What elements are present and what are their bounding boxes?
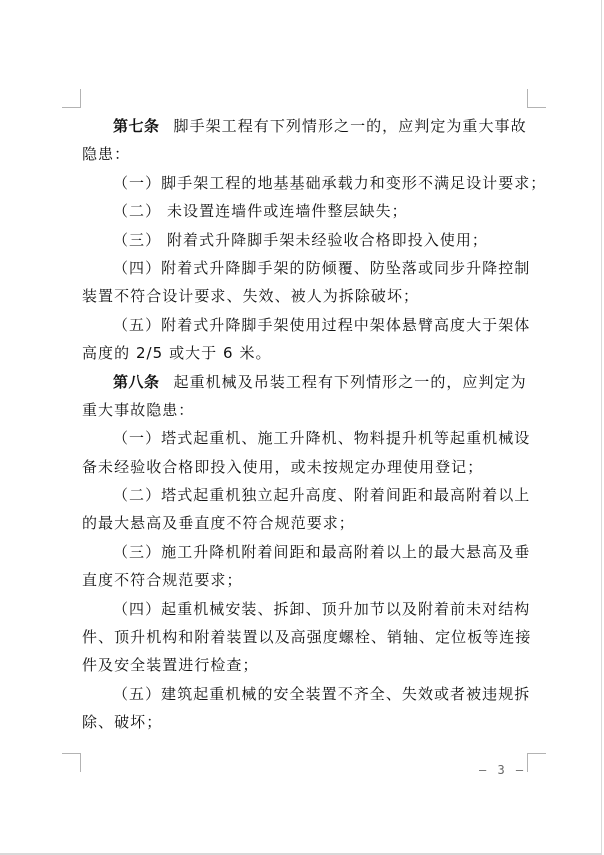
margin-corner-mark-bottom-right bbox=[527, 753, 546, 772]
article-8-item-4-continuation-2: 件及安全装置进行检查； bbox=[82, 656, 259, 675]
article-7-item-3: （三） 附着式升降脚手架未经验收合格即投入使用； bbox=[113, 230, 488, 249]
article-7-item-5: （五）附着式升降脚手架使用过程中架体悬臂高度大于架体 bbox=[113, 315, 531, 334]
article-8-item-4: （四）起重机械安装、拆卸、顶升加节以及附着前未对结构 bbox=[113, 599, 531, 618]
margin-corner-mark-top-left bbox=[62, 89, 81, 108]
article-7-item-5-continuation: 高度的 2/5 或大于 6 米。 bbox=[82, 344, 272, 363]
article-8-heading-continuation: 重大事故隐患： bbox=[82, 400, 195, 419]
article-8-item-4-continuation-1: 件、顶升机构和附着装置以及高强度螺栓、销轴、定位板等连接 bbox=[82, 628, 532, 647]
document-body bbox=[82, 112, 547, 737]
article-8-item-1-continuation: 备未经验收合格即投入使用，或未按规定办理使用登记； bbox=[82, 457, 484, 476]
article-8-number: 第八条 bbox=[113, 372, 160, 391]
page-number: — 3 — bbox=[479, 763, 526, 777]
article-7-number: 第七条 bbox=[113, 117, 160, 135]
article-8-item-5-continuation: 除、破坏； bbox=[82, 713, 163, 732]
article-7-item-2: （二） 未设置连墙件或连墙件整层缺失； bbox=[113, 202, 408, 221]
article-8-item-2: （二）塔式起重机独立起升高度、附着间距和最高附着以上 bbox=[113, 486, 531, 505]
article-8-heading-line: 第八条 起重机械及吊装工程有下列情形之一的，应判定为 bbox=[113, 372, 527, 391]
article-8-item-3: （三）施工升降机附着间距和最高附着以上的最大悬高及垂 bbox=[113, 542, 531, 561]
article-8-item-2-continuation: 的最大悬高及垂直度不符合规范要求； bbox=[82, 514, 355, 533]
article-7-item-4: （四）附着式升降脚手架的防倾覆、防坠落或同步升降控制 bbox=[113, 258, 531, 277]
article-8-item-5: （五）建筑起重机械的安全装置不齐全、失效或者被违规拆 bbox=[113, 684, 531, 703]
article-8-item-3-continuation: 直度不符合规范要求； bbox=[82, 571, 243, 590]
article-7-item-4-continuation: 装置不符合设计要求、失效、被人为拆除破坏； bbox=[82, 287, 420, 306]
margin-corner-mark-top-right bbox=[527, 89, 546, 108]
margin-corner-mark-bottom-left bbox=[62, 753, 81, 772]
article-7-item-1: （一）脚手架工程的地基基础承载力和变形不满足设计要求； bbox=[113, 173, 547, 192]
article-8-item-1: （一）塔式起重机、施工升降机、物料提升机等起重机械设 bbox=[113, 429, 531, 448]
article-7-heading-continuation: 隐患： bbox=[82, 145, 131, 164]
article-7-heading-line: 第七条 脚手架工程有下列情形之一的，应判定为重大事故 bbox=[113, 117, 527, 135]
